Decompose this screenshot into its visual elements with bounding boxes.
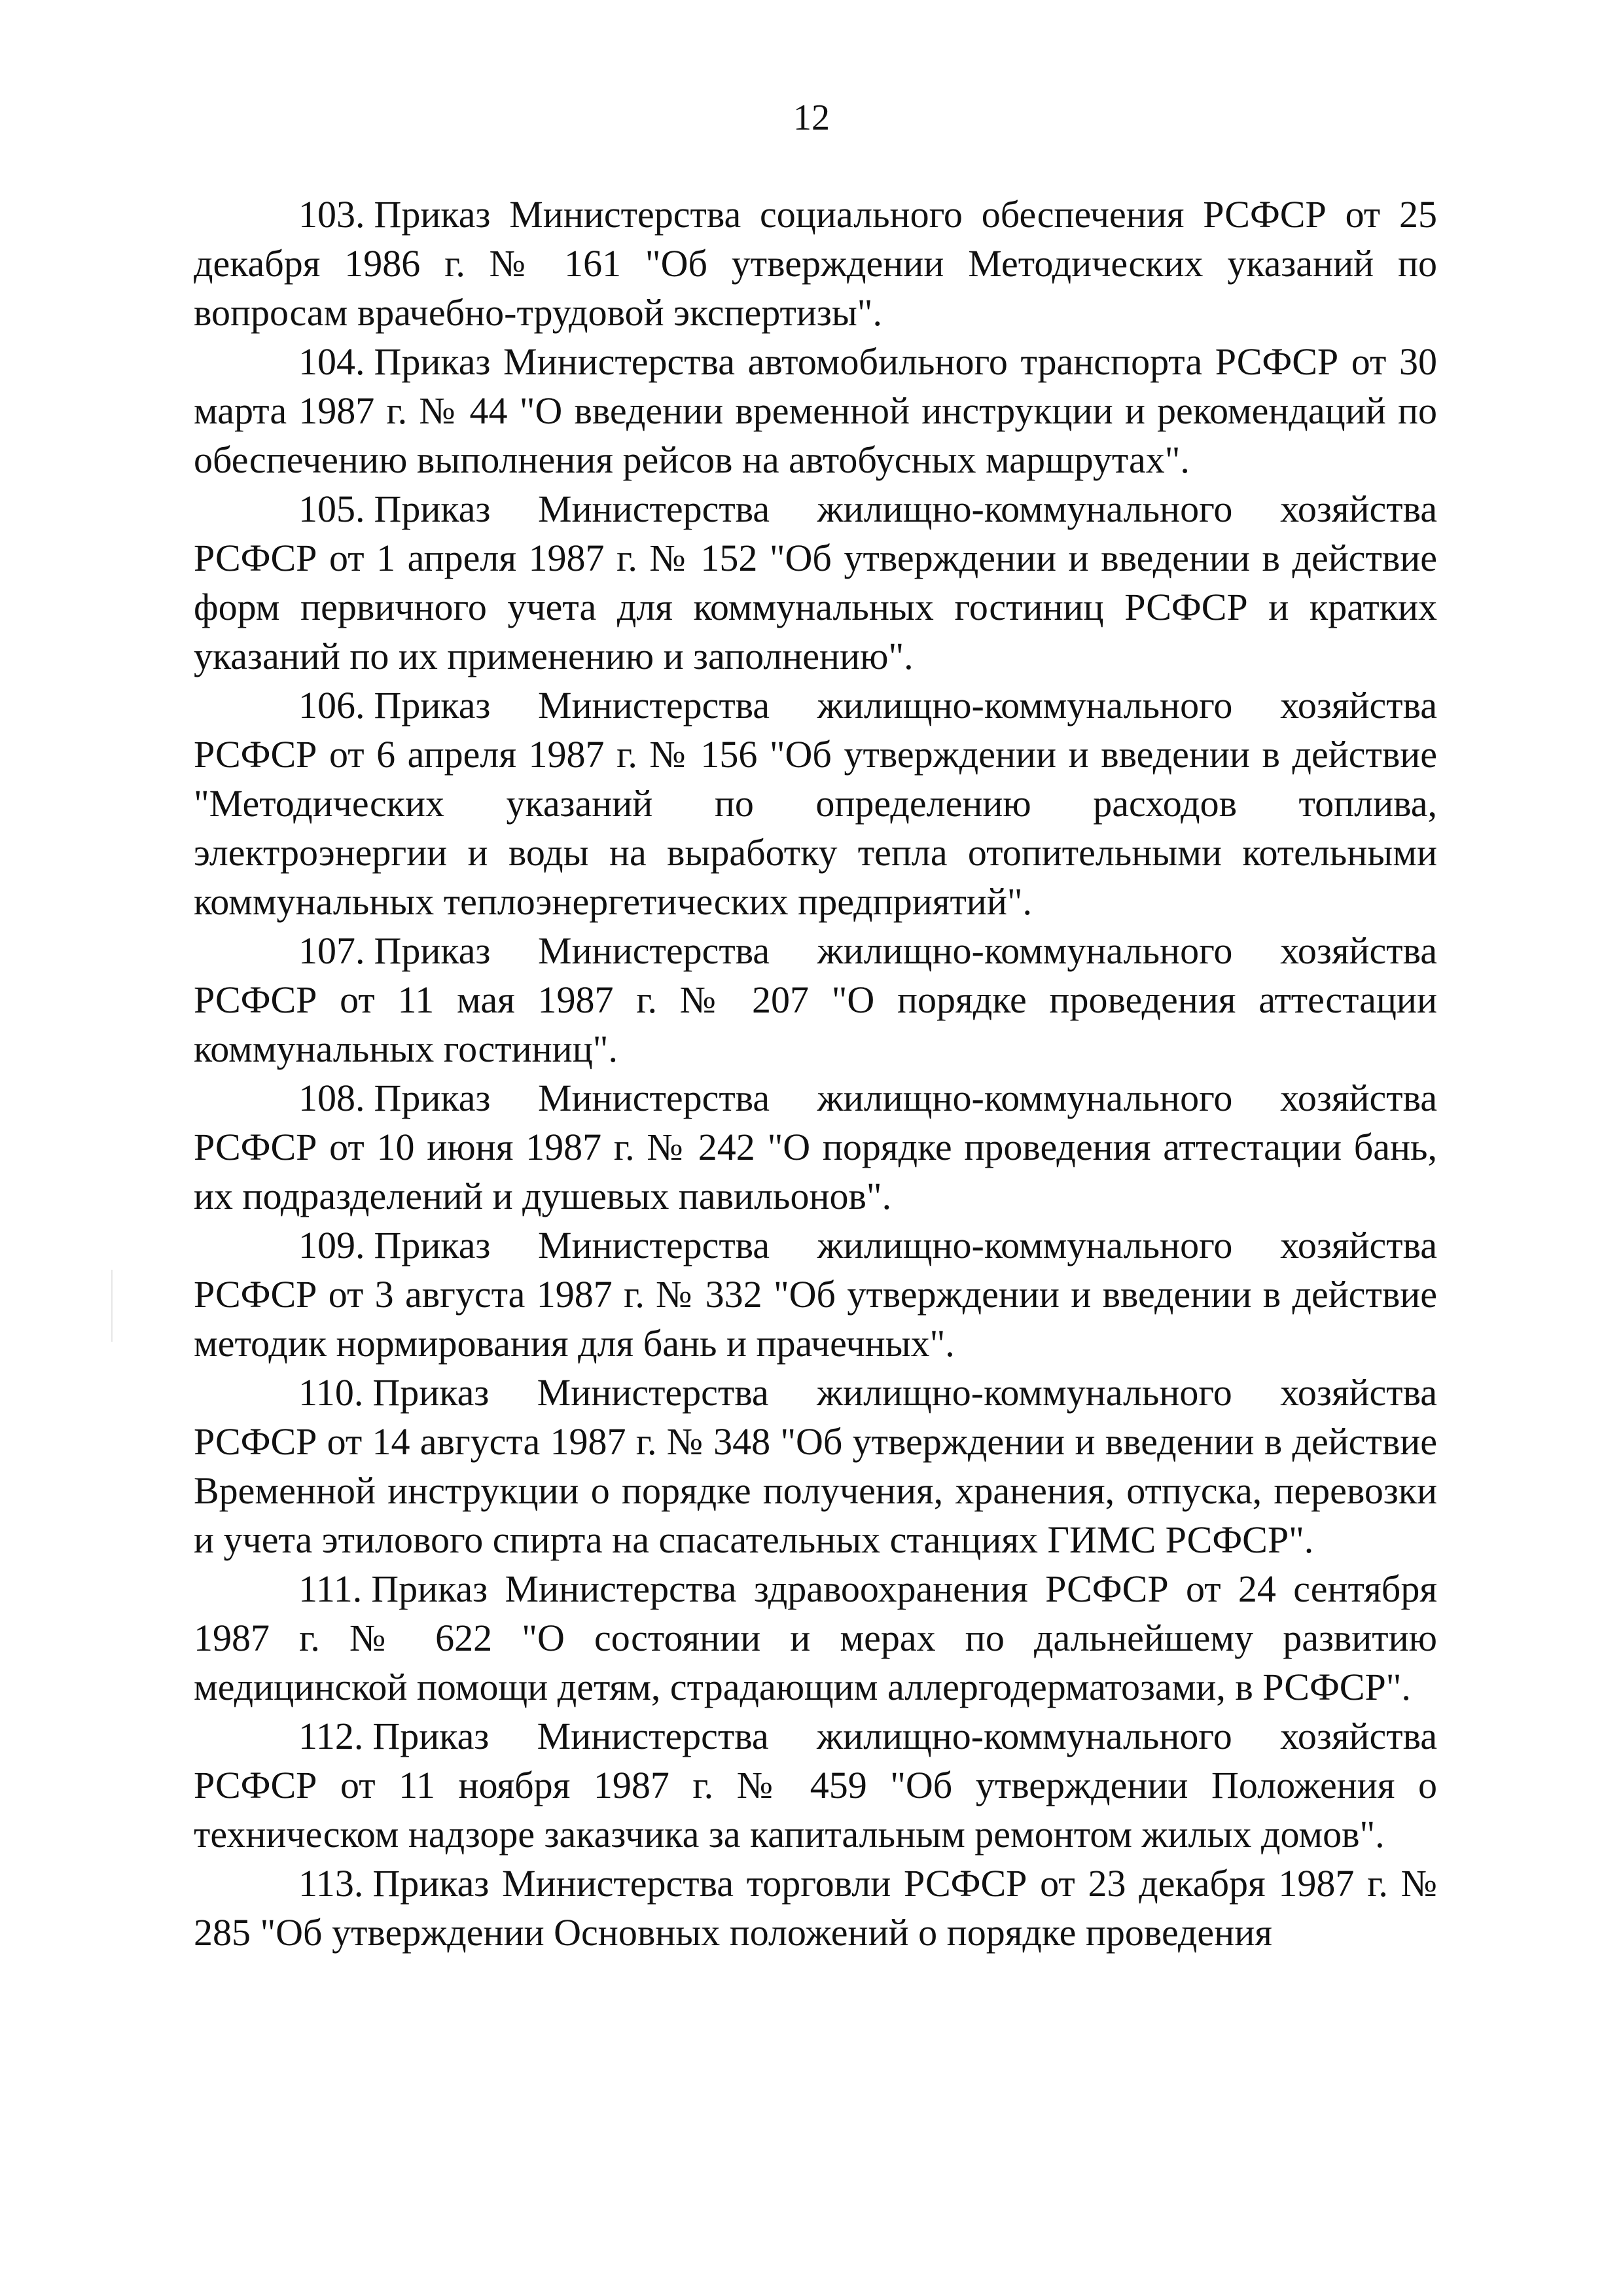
item-text: Приказ Министерства жилищно-коммунального хозяйства РСФСР от 11 мая 1987 г. № 207 "О порядке проведения аттестации коммунальных гостиниц". (194, 929, 1437, 1070)
item-number: 109. (298, 1224, 365, 1266)
item-number: 107. (298, 929, 365, 972)
document-body (194, 190, 1437, 1957)
item-text: Приказ Министерства жилищно-коммунального хозяйства РСФСР от 10 июня 1987 г. № 242 "О порядке проведения аттестации бань, их подразделений и душевых павильонов". (194, 1077, 1437, 1217)
list-item-104 (194, 337, 1437, 484)
item-text: Приказ Министерства торговли РСФСР от 23 декабря 1987 г. № 285 "Об утверждении Основных положений о порядке проведения (194, 1862, 1437, 1954)
item-text: Приказ Министерства здравоохранения РСФСР от 24 сентября 1987 г. № 622 "О состоянии и мерах по дальнейшему развитию медицинской помощи детям, страдающим аллергодерматозами, в РСФСР". (194, 1568, 1437, 1708)
item-number: 108. (298, 1077, 365, 1119)
scan-edge-mark (111, 1270, 113, 1342)
item-number: 113. (298, 1862, 364, 1905)
item-number: 104. (298, 340, 365, 383)
item-text: Приказ Министерства социального обеспечения РСФСР от 25 декабря 1986 г. № 161 "Об утверждении Методических указаний по вопросам врачебно-трудовой экспертизы". (194, 193, 1437, 334)
item-text: Приказ Министерства жилищно-коммунального хозяйства РСФСР от 3 августа 1987 г. № 332 "Об утверждении и введении в действие методик нормирования для бань и прачечных". (194, 1224, 1437, 1365)
list-item-112 (194, 1712, 1437, 1859)
list-item-109 (194, 1221, 1437, 1368)
item-text: Приказ Министерства жилищно-коммунального хозяйства РСФСР от 1 апреля 1987 г. № 152 "Об утверждении и введении в действие форм первичного учета для коммунальных гостиниц РСФСР и кратких указаний по их применению и заполнению". (194, 488, 1437, 677)
item-text: Приказ Министерства автомобильного транспорта РСФСР от 30 марта 1987 г. № 44 "О введении временной инструкции и рекомендаций по обеспечению выполнения рейсов на автобусных маршрутах". (194, 340, 1437, 481)
item-number: 112. (298, 1715, 364, 1757)
item-text: Приказ Министерства жилищно-коммунального хозяйства РСФСР от 14 августа 1987 г. № 348 "Об утверждении и введении в действие Временной инструкции о порядке получения, хранения, отпуска, перевозки и учета этилового спирта на спасательных станциях ГИМС РСФСР". (194, 1371, 1437, 1561)
item-text: Приказ Министерства жилищно-коммунального хозяйства РСФСР от 11 ноября 1987 г. № 459 "Об утверждении Положения о техническом надзоре заказчика за капитальным ремонтом жилых домов". (194, 1715, 1437, 1856)
page-number: 12 (793, 98, 830, 138)
item-text: Приказ Министерства жилищно-коммунального хозяйства РСФСР от 6 апреля 1987 г. № 156 "Об утверждении и введении в действие "Методических указаний по определению расходов топлива, электроэнергии и воды на выработку тепла отопительными котельными коммунальных теплоэнергетических предприятий". (194, 684, 1437, 923)
item-number: 110. (298, 1371, 364, 1414)
item-number: 105. (298, 488, 365, 530)
list-item-111 (194, 1564, 1437, 1712)
list-item-108 (194, 1073, 1437, 1221)
item-number: 106. (298, 684, 365, 726)
list-item-107 (194, 926, 1437, 1073)
item-number: 111. (298, 1568, 363, 1610)
list-item-110 (194, 1368, 1437, 1564)
list-item-106 (194, 681, 1437, 926)
list-item-105 (194, 484, 1437, 681)
list-item-113 (194, 1859, 1437, 1957)
item-number: 103. (298, 193, 365, 236)
list-item-103 (194, 190, 1437, 337)
